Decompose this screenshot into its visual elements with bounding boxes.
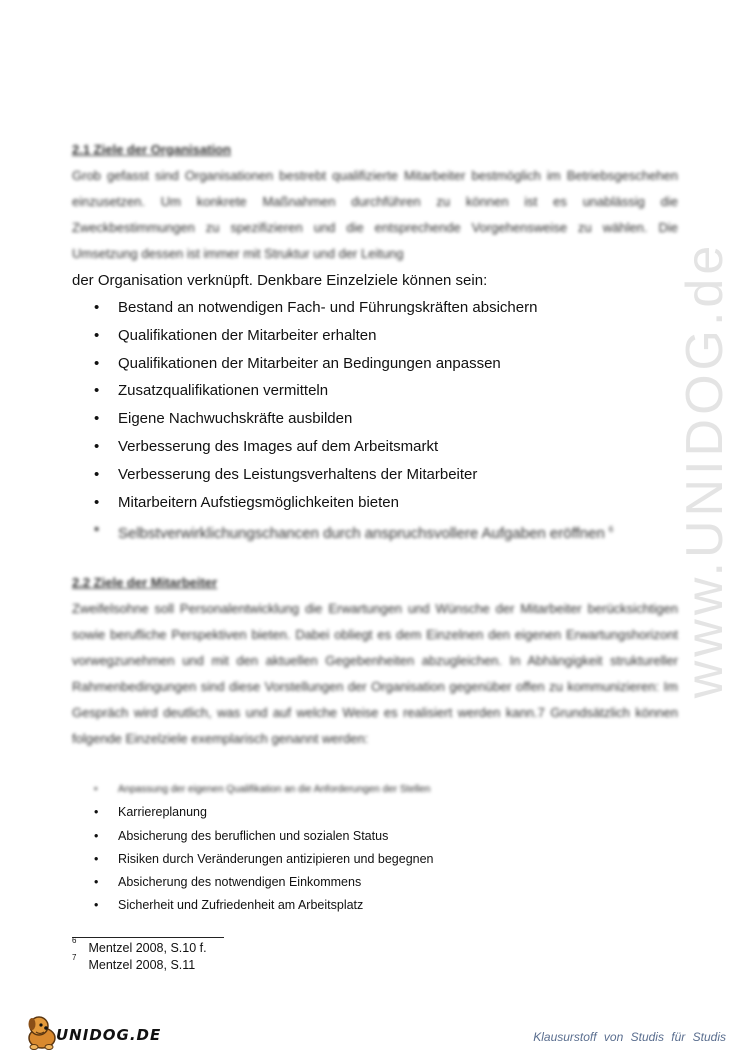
- footnote: [72, 936, 207, 956]
- footnote-text: Mentzel 2008, S.10 f.: [88, 941, 207, 956]
- section-2-heading: 2.2 Ziele der Mitarbeiter: [72, 575, 218, 590]
- section-1-heading: 2.1 Ziele der Organisation: [72, 142, 231, 157]
- section-2-list: [72, 778, 692, 918]
- footnote-number: 6: [72, 936, 77, 945]
- section-1-paragraph-end: der Organisation verknüpft. Denkbare Einzelziele können sein:: [72, 272, 488, 289]
- list-item: • Risiken durch Veränderungen antizipieren und begegnen: [72, 848, 692, 871]
- footnote-number: 7: [72, 953, 77, 962]
- list-item: • Qualifikationen der Mitarbeiter erhalten: [72, 322, 692, 350]
- list-item: • Verbesserung des Images auf dem Arbeitsmarkt: [72, 433, 692, 461]
- watermark: www.UNIDOG.de: [676, 241, 734, 699]
- list-item: • Anpassung der eigenen Qualifikation an die Anforderungen der Stellen: [72, 778, 692, 801]
- footer-tagline: Klausurstoff von Studis für Studis: [533, 1030, 726, 1044]
- list-item: • Zusatzqualifikationen vermitteln: [72, 377, 692, 405]
- section-1-paragraph: Grob gefasst sind Organisationen bestrebt qualifizierte Mitarbeiter bestmöglich im Betriebsgeschehen einzusetzen. Um konkrete Maßnahmen durchführen zu können ist es unablässig die Zweckbestimmungen zu spezifizieren und die entsprechende Vorgehensweise zu wählen. Die Umsetzung dessen ist immer mit Struktur und der Leitung: [72, 168, 678, 261]
- list-item: • Mitarbeitern Aufstiegsmöglichkeiten bieten: [72, 489, 692, 517]
- logo-text: UNIDOG.DE: [56, 1026, 162, 1044]
- list-item: • Absicherung des notwendigen Einkommens: [72, 871, 692, 894]
- list-item: [72, 516, 692, 544]
- list-item: • Karriereplanung: [72, 801, 692, 824]
- section-2-paragraph: Zweifelsohne soll Personalentwicklung die Erwartungen und Wünsche der Mitarbeiter berücksichtigen sowie berufliche Perspektiven bieten. Dabei obliegt es dem Einzelnen den eigenen Erwartungshorizont vorwegzunehmen und mit den aktuellen Gegebenheiten abzugleichen. In Abhängigkeit struktureller Rahmenbedingungen sind diese Vorstellungen der Organisation gegenüber offen zu kommunizieren: Im Gespräch wird deutlich, was und auf welche Weise es realisiert werden kann.7 Grundsätzlich können folgende Einzelziele exemplarisch genannt werden:: [72, 601, 678, 746]
- list-item: • Sicherheit und Zufriedenheit am Arbeitsplatz: [72, 894, 692, 917]
- footnote-text: Mentzel 2008, S.11: [88, 958, 196, 973]
- list-item: • Bestand an notwendigen Fach- und Führungskräften absichern: [72, 294, 692, 322]
- footnote: [72, 953, 196, 973]
- footnote-divider: [72, 937, 224, 938]
- list-item: • Eigene Nachwuchskräfte ausbilden: [72, 405, 692, 433]
- list-item: • Qualifikationen der Mitarbeiter an Bedingungen anpassen: [72, 350, 692, 378]
- list-item: • Verbesserung des Leistungsverhaltens der Mitarbeiter: [72, 461, 692, 489]
- list-item: • Absicherung des beruflichen und sozialen Status: [72, 825, 692, 848]
- section-1-list: [72, 294, 692, 544]
- footnote-ref: 6: [608, 525, 614, 535]
- list-item-text: Selbstverwirklichungschancen durch anspruchsvollere Aufgaben eröffnen: [118, 525, 605, 543]
